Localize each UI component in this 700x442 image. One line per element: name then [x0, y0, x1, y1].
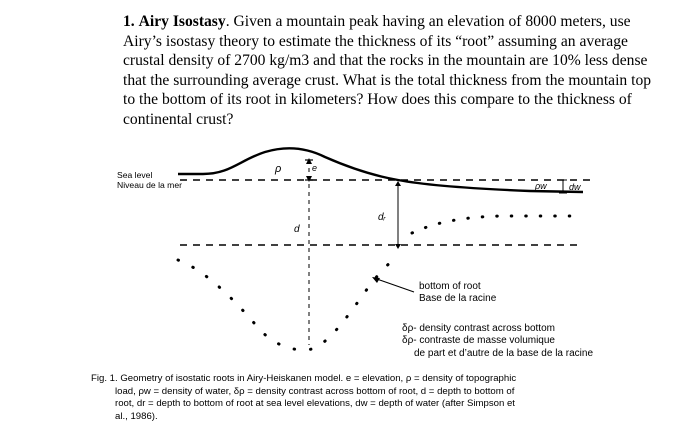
sea-level-label-fr: Niveau de la mer [117, 180, 182, 190]
caption-line: al., 1986). [115, 410, 158, 422]
density-contrast-label-fr: δρ- contraste de masse volumique [402, 335, 555, 346]
arrow-head [395, 181, 401, 186]
depth-d-label: d [294, 224, 300, 235]
root-outline [178, 256, 398, 350]
density-contrast-label: δρ- density contrast across bottom [402, 323, 555, 334]
caption-line: load, ρw = density of water, δρ = density contrast across bottom of root, d = depth to bottom of [115, 385, 515, 397]
caption-line: root, dr = depth to bottom of root at sea level elevations, dw = depth of water (after Simpson et [115, 398, 515, 410]
figure-caption [91, 373, 611, 423]
arrow-head [306, 176, 312, 182]
question-line: . Given a mountain peak having an elevation of 8000 meters, use [225, 13, 631, 30]
leader-line [374, 278, 414, 292]
sea-level-label: Sea level [117, 170, 153, 180]
depth-dr-label: dᵣ [378, 212, 386, 223]
depth-dw-label: dw [569, 182, 581, 192]
question-line: crustal density of 2700 kg/m3 and that the rocks in the mountain are 10% less dense [123, 52, 648, 70]
question-number: 1. [123, 13, 135, 30]
question-title: Airy Isostasy [138, 13, 226, 30]
density-contrast-label-fr2: de part et d’autre de la base de la racine [414, 348, 594, 359]
rho-label: ρ [275, 163, 282, 175]
arrow-head [372, 277, 380, 283]
question-line: that the surrounding average crust. What is the total thickness from the mountain top [123, 71, 652, 89]
topography-line [178, 148, 583, 192]
elevation-e-label: e [312, 163, 318, 173]
question-line: to the bottom of its root in kilometers? How does this compare to the thickness of [123, 91, 632, 109]
question-line: continental crust? [123, 110, 234, 128]
question-line: Airy’s isostasy theory to estimate the thickness of its “root” assuming an average [123, 32, 628, 50]
rho-w-label: ρw [535, 181, 547, 191]
offshore-root-outline [412, 216, 580, 233]
caption-line: Fig. 1. Geometry of isostatic roots in Airy-Heiskanen model. e = elevation, ρ = density of topographic [91, 373, 517, 384]
bottom-root-label-fr: Base de la racine [419, 293, 497, 304]
bottom-root-label: bottom of root [419, 281, 481, 292]
arrow-head [395, 244, 401, 249]
